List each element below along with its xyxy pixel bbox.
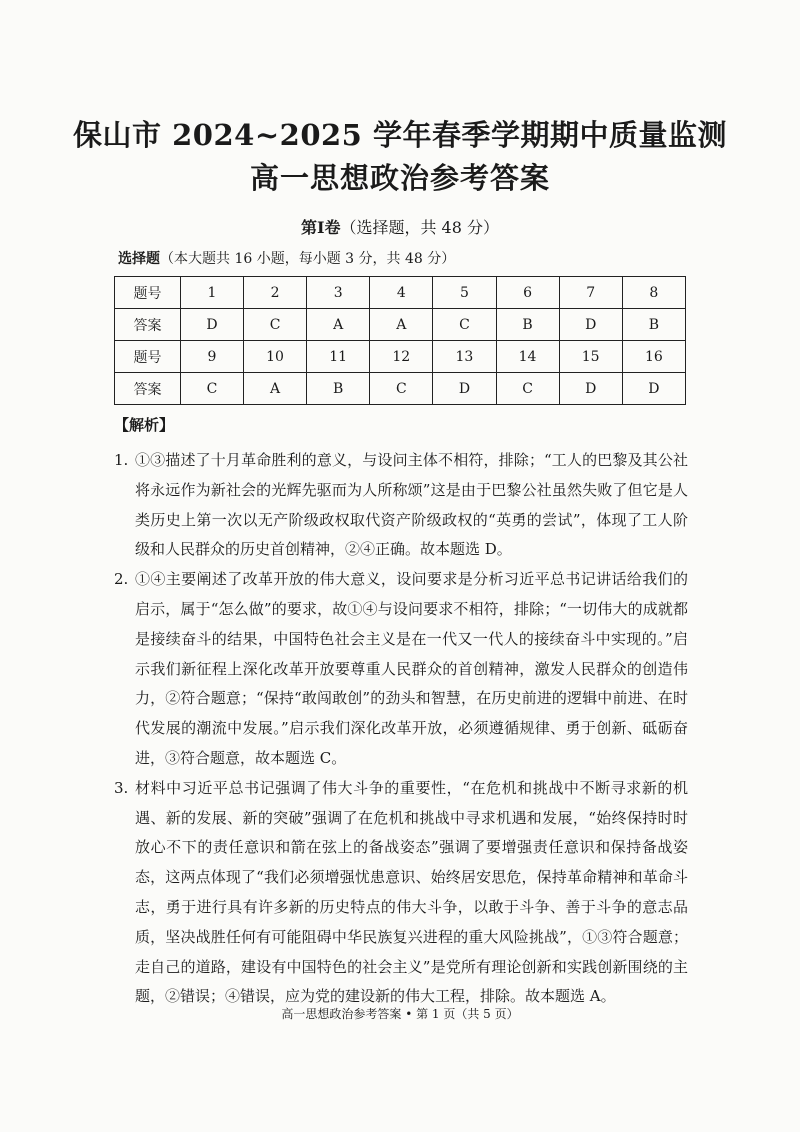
document-subtitle: 高一思想政治参考答案: [249, 161, 550, 195]
answer-cell: C: [181, 373, 244, 405]
analysis-heading: 【解析】: [114, 416, 175, 434]
answer-cell: D: [433, 373, 496, 405]
answer-table-row: [115, 341, 686, 373]
answer-cell: 1: [181, 277, 244, 309]
answer-cell: 15: [559, 341, 622, 373]
row-header-cell: 答案: [115, 309, 181, 341]
item-number: 3.: [114, 778, 129, 797]
answer-cell: 14: [496, 341, 559, 373]
answer-cell: 9: [181, 341, 244, 373]
row-header-cell: 题号: [115, 341, 181, 373]
section-detail: （选择题，共 48 分）: [340, 218, 500, 237]
answer-table: [114, 276, 686, 405]
answer-cell: B: [496, 309, 559, 341]
answer-cell: B: [307, 373, 370, 405]
analysis-item: [114, 774, 688, 1012]
choice-label: 选择题: [118, 251, 160, 267]
answer-cell: D: [181, 309, 244, 341]
page-footer: 高一思想政治参考答案 • 第 1 页（共 5 页）: [281, 1007, 519, 1021]
choice-detail: （本大题共 16 小题，每小题 3 分，共 48 分）: [160, 251, 456, 267]
answer-cell: A: [307, 309, 370, 341]
answer-cell: D: [559, 373, 622, 405]
answer-cell: 16: [622, 341, 685, 373]
answer-cell: C: [244, 309, 307, 341]
answer-cell: C: [433, 309, 496, 341]
answer-table-row: [115, 309, 686, 341]
answer-cell: A: [244, 373, 307, 405]
item-text: 材料中习近平总书记强调了伟大斗争的重要性，“在危机和挑战中不断寻求新的机遇、新的发展、新的突破”强调了在危机和挑战中寻求机遇和发展，“始终保持时时放心不下的责任意识和箭在弦上的备战姿态”强调了要增强责任意识和保持备战姿态，这两点体现了“我们必须增强忧患意识、始终居安思危，保持革命精神和革命斗志，勇于进行具有许多新的历史特点的伟大斗争，以敢于斗争、善于斗争的意志品质，坚决战胜任何有可能阻碍中华民族复兴进程的重大风险挑战”，①③符合题意；走自己的道路，建设有中国特色的社会主义”是党所有理论创新和实践创新围绕的主题，②错误；④错误，应为党的建设新的伟大工程，排除。故本题选 A。: [135, 778, 688, 1006]
answer-cell: 12: [370, 341, 433, 373]
row-header-cell: 题号: [115, 277, 181, 309]
analysis-list: [114, 446, 688, 1012]
section-heading: [0, 215, 800, 238]
answer-cell: B: [622, 309, 685, 341]
answer-cell: 10: [244, 341, 307, 373]
row-header-cell: 答案: [115, 373, 181, 405]
choice-description: [118, 248, 455, 268]
document-title: 保山市 2024~2025 学年春季学期期中质量监测: [73, 118, 727, 152]
analysis-item: [114, 565, 688, 774]
item-text: ①③描述了十月革命胜利的意义，与设问主体不相符，排除；“工人的巴黎及其公社将永远作为新社会的光辉先驱而为人所称颂”这是由于巴黎公社虽然失败了但它是人类历史上第一次以无产阶级政权取代资产阶级政权的“英勇的尝试”，体现了工人阶级和人民群众的历史首创精神，②④正确。故本题选 D。: [135, 451, 688, 559]
section-label: 第Ⅰ卷: [300, 218, 341, 237]
answer-cell: D: [559, 309, 622, 341]
answer-cell: C: [370, 373, 433, 405]
item-number: 2.: [114, 570, 129, 589]
answer-cell: D: [622, 373, 685, 405]
answer-table-row: [115, 277, 686, 309]
answer-cell: 11: [307, 341, 370, 373]
item-text: ①④主要阐述了改革开放的伟大意义，设问要求是分析习近平总书记讲话给我们的启示，属于“怎么做”的要求，故①④与设问要求不相符，排除；“一切伟大的成就都是接续奋斗的结果，中国特色社会主义是在一代又一代人的接续奋斗中实现的。”启示我们新征程上深化改革开放要尊重人民群众的首创精神，激发人民群众的创造伟力，②符合题意；“保持“敢闯敢创”的劲头和智慧，在历史前进的逻辑中前进、在时代发展的潮流中发展。”启示我们深化改革开放，必须遵循规律、勇于创新、砥砺奋进，③符合题意，故本题选 C。: [135, 570, 688, 767]
answer-cell: 8: [622, 277, 685, 309]
answer-table-row: [115, 373, 686, 405]
answer-cell: A: [370, 309, 433, 341]
answer-cell: 3: [307, 277, 370, 309]
answer-cell: 2: [244, 277, 307, 309]
analysis-item: [114, 446, 688, 565]
item-number: 1.: [114, 451, 129, 469]
answer-cell: 4: [370, 277, 433, 309]
answer-cell: C: [496, 373, 559, 405]
answer-cell: 13: [433, 341, 496, 373]
answer-cell: 7: [559, 277, 622, 309]
answer-cell: 6: [496, 277, 559, 309]
answer-cell: 5: [433, 277, 496, 309]
